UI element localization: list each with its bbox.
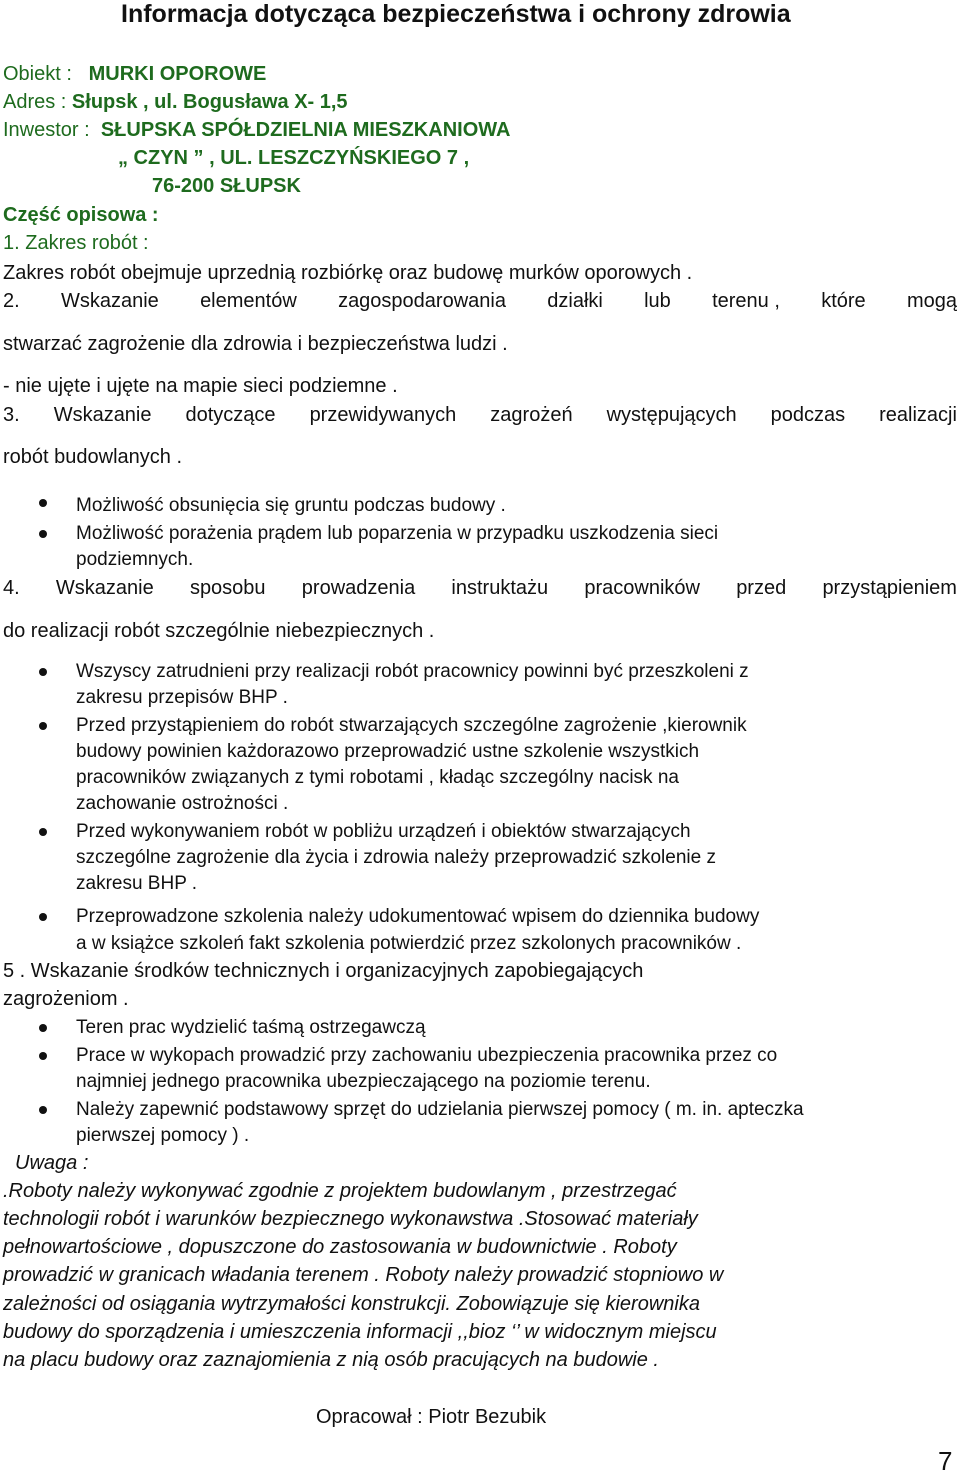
s4-word: przystąpieniem [822, 577, 957, 599]
uwaga-line-7: na placu budowy oraz zaznajomienia z nią osób pracujących na budowie . [3, 1349, 659, 1371]
s2-word: mogą [906, 290, 957, 312]
uwaga-line-1: .Roboty należy wykonywać zgodnie z projektem budowlanym , przestrzegać [3, 1180, 677, 1202]
obiekt-value: MURKI OPOROWE [88, 63, 267, 85]
signature: Opracował : Piotr Bezubik [316, 1406, 547, 1428]
s2-word: działki [547, 290, 603, 312]
bullet-dot [39, 1052, 47, 1060]
adres-label: Adres : [3, 91, 67, 113]
s3-bullet-1-line-1: Możliwość obsunięcia się gruntu podczas budowy . [76, 495, 506, 516]
s4-word: prowadzenia [301, 577, 416, 599]
s3-word: podczas [770, 404, 846, 426]
s3-word: występujących [606, 404, 737, 426]
s3-word: przewidywanych [309, 404, 457, 426]
s2-word: lub [644, 290, 671, 312]
s3-word: realizacji [879, 404, 957, 426]
s4-bullet-1-line-2: zakresu przepisów BHP . [76, 687, 288, 708]
s3-line2: robót budowlanych . [3, 446, 183, 468]
s5-bullet-3-line-1: Należy zapewnić podstawowy sprzęt do udzielania pierwszej pomocy ( m. in. apteczka [76, 1099, 804, 1120]
uwaga-line-5: zależności od osiągania wytrzymałości konstrukcji. Zobowiązuje się kierownika [3, 1293, 700, 1315]
bullet-dot [39, 722, 47, 730]
s3-bullet-2-line-2: podziemnych. [76, 549, 194, 570]
s4-bullet-3-line-1: Przed wykonywaniem robót w pobliżu urządzeń i obiektów stwarzających [76, 821, 691, 842]
page-title: Informacja dotycząca bezpieczeństwa i ochrony zdrowia [121, 0, 791, 28]
s5-bullet-2-line-2: najmniej jednego pracownika ubezpieczającego na poziomie terenu. [76, 1071, 651, 1092]
s4-word: przed [736, 577, 787, 599]
bullet-dot [39, 499, 47, 507]
obiekt-row [3, 62, 266, 86]
adres-row [3, 90, 348, 114]
s4-line2: do realizacji robót szczególnie niebezpiecznych . [3, 620, 435, 642]
s4-word: Wskazanie [55, 577, 154, 599]
s4-word: instruktażu [451, 577, 549, 599]
s4-bullet-2-line-3: pracowników związanych z tymi robotami , kładąc szczególny nacisk na [76, 767, 679, 788]
uwaga-line-6: budowy do sporządzenia i umieszczenia informacji ,,bioz ‘’ w widocznym miejscu [3, 1321, 717, 1343]
s4-bullet-4-line-1: Przeprowadzone szkolenia należy udokumentować wpisem do dziennika budowy [76, 906, 760, 927]
s5-line1: 5 . Wskazanie środków technicznych i organizacyjnych zapobiegających [3, 960, 644, 982]
s4-word: pracowników [584, 577, 700, 599]
s2-line1 [3, 289, 957, 313]
s2-word: 2. [3, 290, 20, 312]
s4-line1 [3, 576, 957, 600]
s5-bullet-2-line-1: Prace w wykopach prowadzić przy zachowaniu ubezpieczenia pracownika przez co [76, 1045, 778, 1066]
s4-word: sposobu [189, 577, 266, 599]
s2-word: zagospodarowania [338, 290, 506, 312]
inwestor-row [3, 118, 510, 142]
s5-bullet-1-line-1: Teren prac wydzielić taśmą ostrzegawczą [76, 1017, 426, 1038]
s3-word: 3. [3, 404, 20, 426]
s3-word: dotyczące [185, 404, 276, 426]
bullet-dot [39, 668, 47, 676]
obiekt-label: Obiekt : [3, 63, 72, 85]
uwaga-line-4: prowadzić w granicach władania terenem . Roboty należy prowadzić stopniowo w [3, 1264, 724, 1286]
s2-word: terenu , [712, 290, 780, 312]
s5-line2: zagrożeniom . [3, 988, 129, 1010]
s2-line3: - nie ujęte i ujęte na mapie sieci podziemne . [3, 375, 398, 397]
inwestor-line3: 76-200 SŁUPSK [152, 175, 301, 197]
s3-word: Wskazanie [53, 404, 152, 426]
s4-bullet-2-line-1: Przed przystąpieniem do robót stwarzających szczególne zagrożenie ,kierownik [76, 715, 747, 736]
s4-bullet-3-line-3: zakresu BHP . [76, 873, 198, 894]
s2-word: Wskazanie [60, 290, 159, 312]
s4-bullet-3-line-2: szczególne zagrożenie dla życia i zdrowia należy przeprowadzić szkolenie z [76, 847, 716, 868]
s2-word: elementów [200, 290, 297, 312]
s1-text: Zakres robót obejmuje uprzednią rozbiórkę oraz budowę murków oporowych . [3, 262, 693, 284]
s5-bullet-3-line-2: pierwszej pomocy ) . [76, 1125, 250, 1146]
s3-bullet-2-line-1: Możliwość porażenia prądem lub poparzenia w przypadku uszkodzenia sieci [76, 523, 719, 544]
adres-value: Słupsk , ul. Bogusława X- 1,5 [71, 91, 348, 113]
bullet-dot [39, 1106, 47, 1114]
s4-bullet-4-line-2: a w książce szkoleń fakt szkolenia potwierdzić przez szkolonych pracowników . [76, 933, 742, 954]
bullet-dot [39, 913, 47, 921]
s4-bullet-2-line-2: budowy powinien każdorazowo przeprowadzić ustne szkolenie wszystkich [76, 741, 700, 762]
s4-word: 4. [3, 577, 20, 599]
inwestor-line2: „ CZYN ” , UL. LESZCZYŃSKIEGO 7 , [118, 147, 470, 169]
uwaga-heading: Uwaga : [15, 1152, 89, 1174]
s4-bullet-1-line-1: Wszyscy zatrudnieni przy realizacji robót pracownicy powinni być przeszkoleni z [76, 661, 749, 682]
s3-word: zagrożeń [490, 404, 573, 426]
s2-line2: stwarzać zagrożenie dla zdrowia i bezpieczeństwa ludzi . [3, 333, 508, 355]
bullet-dot [39, 828, 47, 836]
s1-heading: 1. Zakres robót : [3, 232, 149, 254]
s3-line1 [3, 403, 957, 427]
bullet-dot [39, 1024, 47, 1032]
inwestor-label: Inwestor : [3, 119, 90, 141]
inwestor-value: SŁUPSKA SPÓŁDZIELNIA MIESZKANIOWA [100, 119, 511, 141]
uwaga-line-2: technologii robót i warunków bezpiecznego wykonawstwa .Stosować materiały [3, 1208, 698, 1230]
page-number: 7 [938, 1446, 953, 1476]
s2-word: które [821, 290, 866, 312]
section-heading: Część opisowa : [3, 204, 159, 226]
uwaga-line-3: pełnowartościowe , dopuszczone do zastosowania w budownictwie . Roboty [3, 1236, 677, 1258]
bullet-dot [39, 530, 47, 538]
s4-bullet-2-line-4: zachowanie ostrożności . [76, 793, 289, 814]
